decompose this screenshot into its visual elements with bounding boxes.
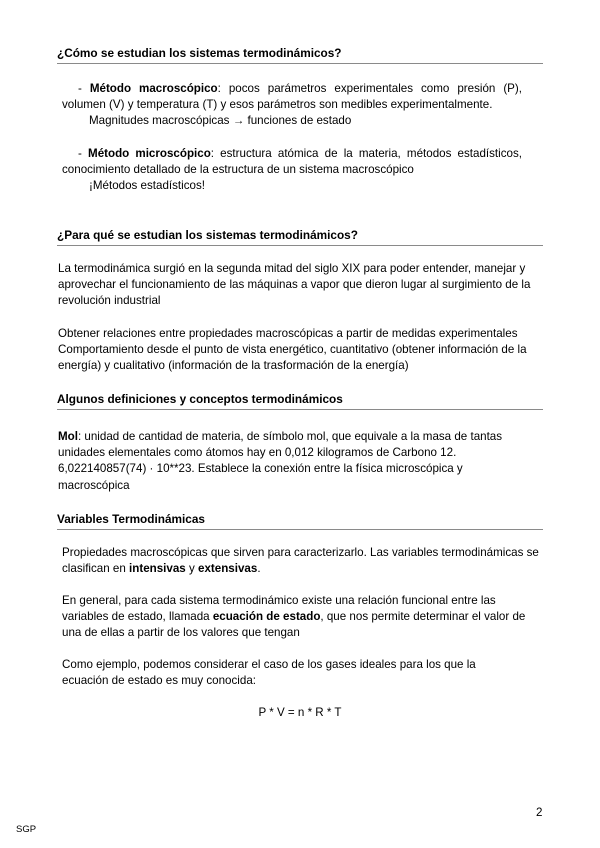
- section-heading-para-que: ¿Para qué se estudian los sistemas termodinámicos?: [57, 228, 543, 246]
- mol-term: Mol: [58, 430, 78, 443]
- macroscopic-method-paragraph: [62, 81, 522, 113]
- variables-period: .: [257, 562, 261, 576]
- equation-of-state-term: ecuación de estado: [212, 610, 321, 624]
- energy-behavior-paragraph: Comportamiento desde el punto de vista energético, cuantitativo (obtener información de la energía) y cualitativo (información de la trasformación de la energía): [58, 343, 527, 373]
- page-number: 2: [536, 806, 543, 819]
- history-paragraph: La termodinámica surgió en la segunda mitad del siglo XIX para poder entender, manejar y aprovechar el funcionamiento de las máquinas a vapor que dieron lugar al surgimiento de la revolución industrial: [58, 262, 531, 308]
- bullet-dash: -: [78, 147, 89, 160]
- section-heading-como: ¿Cómo se estudian los sistemas termodinámicos?: [57, 46, 543, 64]
- bullet-dash: -: [78, 82, 90, 95]
- variables-intro-text: Propiedades macroscópicas que sirven para caracterizarlo. Las variables termodinámicas se clasifican en: [62, 546, 539, 576]
- equation-rest-text: , que nos permite determinar el valor de una de ellas a partir de los valores que tengan: [62, 610, 526, 640]
- ideal-gas-formula: P * V = n * R * T: [258, 706, 342, 719]
- variables-conjunction: y: [185, 562, 198, 576]
- equation-intro-text: En general, para cada sistema termodinámico existe una relación funcional entre las variables de estado, llamada: [62, 594, 496, 624]
- ideal-gas-paragraph: Como ejemplo, podemos considerar el caso de los gases ideales para los que la ecuación de estado es muy conocida:: [62, 658, 476, 688]
- microscopic-method-text: : estructura atómica de la materia, métodos estadísticos, conocimiento detallado de la estructura de un sistema macroscópico: [62, 147, 522, 177]
- macroscopic-note: Magnitudes macroscópicas → funciones de estado: [89, 114, 352, 127]
- footer-initials: SGP: [16, 824, 37, 835]
- mol-definition-paragraph: [58, 429, 528, 494]
- section-heading-definiciones: Algunos definiciones y conceptos termodinámicos: [57, 392, 543, 410]
- microscopic-note: ¡Métodos estadísticos!: [89, 179, 205, 192]
- section-heading-variables: Variables Termodinámicas: [57, 512, 543, 530]
- relations-line: Obtener relaciones entre propiedades macroscópicas a partir de medidas experimentales: [58, 327, 518, 340]
- variables-intro-paragraph: [62, 545, 540, 577]
- extensive-term: extensivas: [198, 562, 258, 576]
- mol-text: : unidad de cantidad de materia, de símbolo mol, que equivale a la masa de tantas unidades elementales como átomos hay en 0,012 kilogramos de Carbono 12. 6,022140857(74) · 10**23. Establece la conexión entre la física microscópica y macroscópica: [58, 430, 503, 492]
- microscopic-method-paragraph: [62, 146, 522, 178]
- intensive-term: intensivas: [129, 562, 186, 576]
- equation-of-state-paragraph: [62, 593, 540, 642]
- macroscopic-method-text: : pocos parámetros experimentales como presión (P), volumen (V) y temperatura (T) y esos parámetros son medibles experimentalmente.: [62, 82, 522, 112]
- microscopic-method-term: Método microscópico: [88, 147, 211, 160]
- macroscopic-method-term: Método macroscópico: [89, 82, 218, 95]
